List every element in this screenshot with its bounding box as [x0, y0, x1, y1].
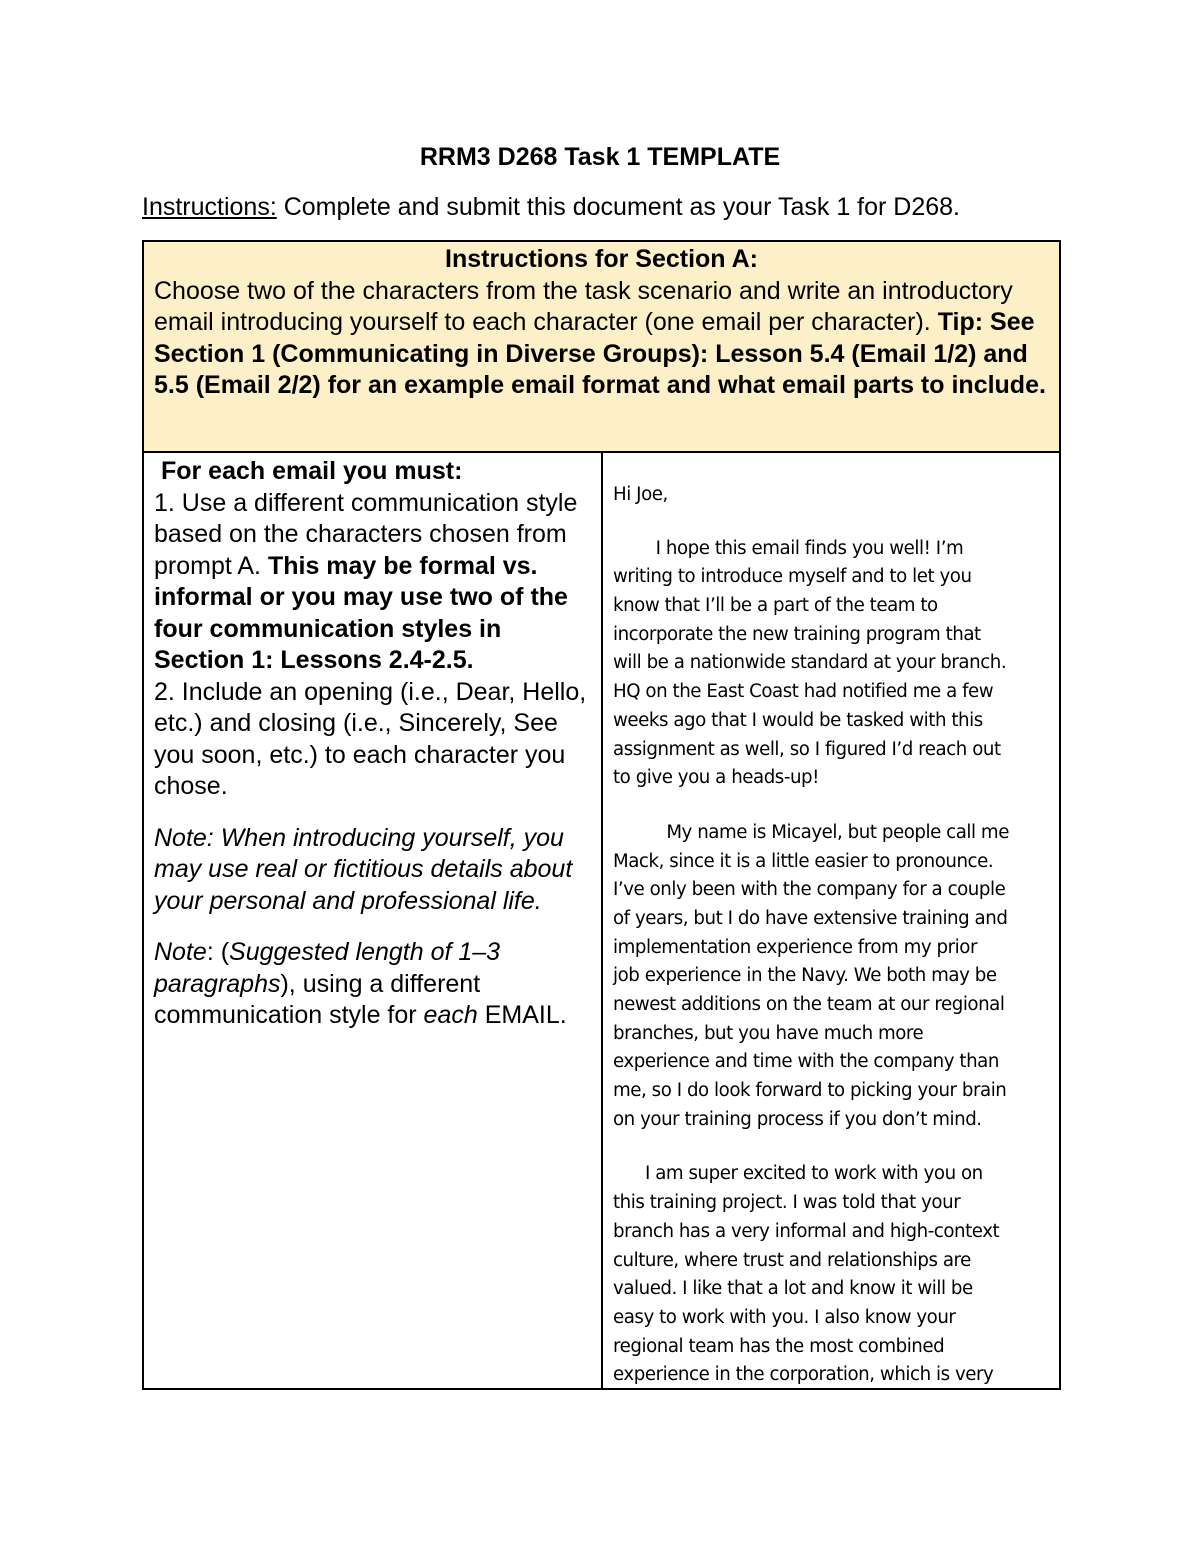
instructions-label: Instructions:: [142, 193, 277, 221]
note-length: Suggested length of 1–3 paragraphs: [154, 938, 501, 998]
document-title: RRM3 D268 Task 1 TEMPLATE: [419, 143, 781, 171]
email-line: incorporate the new training program that: [613, 623, 981, 645]
section-a-body-text: Choose two of the characters from the task scenario and write an introductory email introducing yourself to each character (one email per character).: [154, 276, 1013, 336]
note-part-d: ), using a different communication style for: [154, 969, 481, 1029]
email-greeting: Hi Joe,: [613, 484, 668, 505]
email-line: [613, 793, 1049, 819]
note-email: EMAIL.: [477, 1001, 567, 1029]
email-line: culture, where trust and relationships are: [613, 1249, 971, 1271]
email-line: weeks ago that I would be tasked with this: [613, 709, 983, 731]
email-line: easy to work with you. I also know your: [613, 1306, 956, 1328]
email-line: assignment as well, so I figured I’d reach out: [613, 738, 1001, 760]
email-line: of years, but I do have extensive training and: [613, 907, 1008, 929]
email-line: this training project. I was told that your: [613, 1192, 961, 1214]
email-line: Mack, since it is a little easier to pronounce.: [613, 850, 994, 872]
note-suggested-length: [154, 937, 593, 1032]
section-a-tip: Tip: See Section 1 (Communicating in Diverse Groups): Lesson 5.4 (Email 1/2) and 5.5 (Email 2/2) for an example email format and what email parts to include.: [154, 308, 1046, 399]
requirement-item-1-bold: This may be formal vs. informal or you may use two of the four communication styles in Section 1: Lessons 2.4-2.5.: [154, 551, 568, 674]
email-line: HQ on the East Coast had notified me a few: [613, 681, 994, 703]
email-line: on your training process if you don’t mind.: [613, 1108, 982, 1130]
email-line: experience and time with the company than: [613, 1051, 999, 1073]
requirements-heading: For each email you must:: [154, 457, 463, 485]
email-body: [613, 535, 1049, 1390]
note-label: Note: [154, 938, 207, 966]
email-line: implementation experience from my prior: [613, 936, 977, 958]
email-line: My name is Micayel, but people call me: [613, 821, 1009, 843]
email-response-cell: [603, 453, 1059, 1390]
instructions-text: Complete and submit this document as your Task 1 for D268.: [276, 193, 960, 221]
requirement-item-1-text: 1. Use a different communication style based on the characters chosen from prompt A.: [154, 488, 578, 580]
note-personal-details: Note: When introducing yourself, you may use real or fictitious details about your personal and professional life.: [154, 823, 573, 915]
requirement-item-2: 2. Include an opening (i.e., Dear, Hello, etc.) and closing (i.e., Sincerely, See you soon, etc.) to each character you chose.: [154, 677, 587, 800]
task-table: [142, 240, 1061, 1390]
email-line: branch has a very informal and high-context: [613, 1220, 1000, 1242]
email-line: job experience in the Navy. We both may be: [613, 965, 997, 987]
note-each: each: [423, 1001, 478, 1029]
section-a-heading: Instructions for Section A:: [445, 245, 758, 273]
section-a-instructions: [144, 242, 1059, 453]
email-requirements-cell: [144, 453, 603, 1390]
email-line: newest additions on the team at our regional: [613, 994, 1005, 1016]
email-line: to give you a heads-up!: [613, 767, 819, 789]
note-part-b: : (: [206, 938, 230, 966]
email-line: valued. I like that a lot and know it will be: [613, 1278, 973, 1300]
email-line: I am super excited to work with you on: [613, 1163, 983, 1185]
email-line: regional team has the most combined: [613, 1335, 945, 1357]
requirement-item-1: [154, 488, 593, 677]
email-line: know that I’ll be a part of the team to: [613, 595, 938, 617]
email-line: I hope this email finds you well! I’m: [613, 537, 964, 559]
email-line: will be a nationwide standard at your branch.: [613, 652, 1007, 674]
email-line: writing to introduce myself and to let you: [613, 566, 972, 588]
email-line: me, so I do look forward to picking your brain: [613, 1080, 1007, 1102]
document-instructions: [142, 192, 960, 222]
email-line: [613, 1134, 1049, 1160]
email-line: experience in the corporation, which is very: [613, 1364, 994, 1386]
email-line: I’ve only been with the company for a couple: [613, 879, 1006, 901]
email-line: branches, but you have much more: [613, 1022, 924, 1044]
section-a-body: [154, 276, 1049, 402]
